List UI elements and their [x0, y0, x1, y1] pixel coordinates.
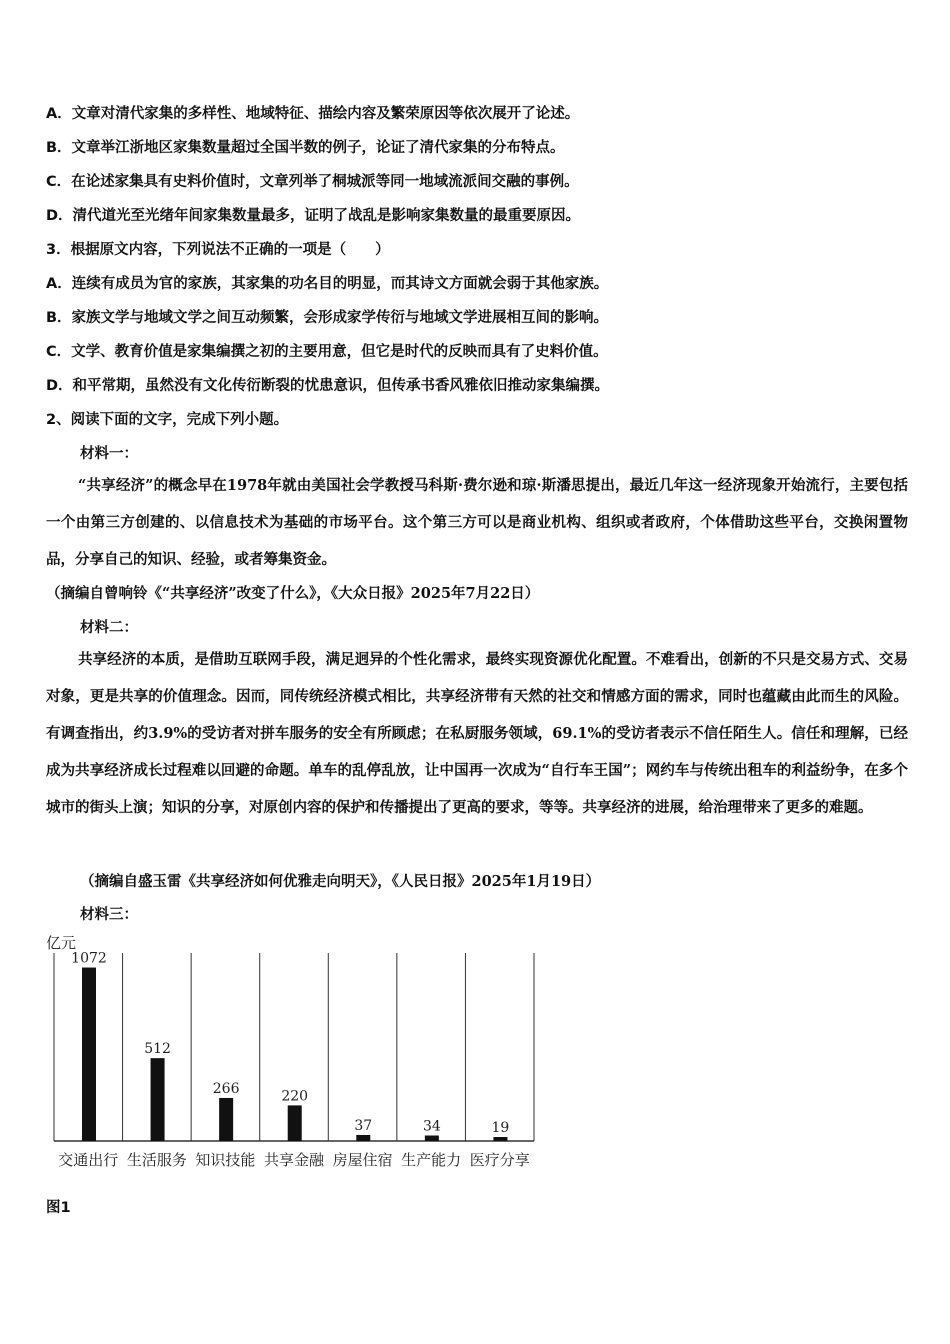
material2-label: 材料二：: [80, 619, 138, 636]
bar-value-label: 266: [212, 1080, 240, 1097]
bar-房屋住宿: [356, 1135, 370, 1141]
material1-source: （摘编自曾响铃《“共享经济”改变了什么》，《大众日报》2025年7月22日）: [46, 585, 540, 602]
bar-value-label: 1072: [71, 950, 107, 967]
category-label: 生产能力: [401, 1151, 462, 1169]
q3-stem: 3．根据原文内容，下列说法不正确的一项是（ ）: [46, 242, 390, 258]
category-label: 医疗分享: [469, 1151, 530, 1169]
q3-option-c: C．文学、教育价值是家集编撰之初的主要用意，但它是时代的反映而具有了史料价值。: [46, 344, 608, 360]
q2-option-a: A．文章对清代家集的多样性、地域特征、描绘内容及繁荣原因等依次展开了论述。: [46, 106, 580, 122]
bar-chart: [44, 928, 544, 1178]
q3-option-b: B．家族文学与地域文学之间互动频繁，会形成家学传衍与地域文学进展相互间的影响。: [46, 310, 609, 326]
q3-option-d: D．和平常期，虽然没有文化传衍断裂的忧患意识，但传承书香风雅依旧推动家集编撰。: [46, 378, 610, 394]
bar-交通出行: [82, 968, 96, 1141]
bar-医疗分享: [493, 1137, 507, 1141]
bar-value-label: 19: [491, 1120, 510, 1136]
bar-value-label: 220: [281, 1088, 309, 1105]
category-label: 房屋住宿: [332, 1151, 393, 1169]
category-label: 知识技能: [195, 1151, 256, 1169]
q3-option-a: A．连续有成员为官的家族，其家集的功名目的明显，而其诗文方面就会弱于其他家族。: [46, 276, 609, 292]
bar-value-label: 34: [422, 1118, 441, 1135]
q2-option-c: C．在论述家集具有史料价值时，文章列举了桐城派等同一地域流派间交融的事例。: [46, 174, 579, 190]
category-label: 生活服务: [126, 1151, 187, 1169]
material2-text: 共享经济的本质，是借助互联网手段，满足迥异的个性化需求，最终实现资源优化配置。不难看出，创新的不只是交易方式、交易对象，更是共享的价值理念。因而，同传统经济模式相比，共享经济带有天然的社交和情感方面的需求，同时也蕴藏由此而生的风险。有调查指出，约3.9%的受访者对拼车服务的安全有所顾虑；在私厨服务领域，69.1%的受访者表示不信任陌生人。信任和理解，已经成为共享经济成长过程难以回避的命题。单车的乱停乱放，让中国再一次成为“自行车王国”；网约车与传统出租车的利益纷争，在多个城市的街头上演；知识的分享，对原创内容的保护和传播提出了更高的要求，等等。共享经济的进展，给治理带来了更多的难题。: [46, 651, 908, 816]
q2-option-b: B．文章举江浙地区家集数量超过全国半数的例子，论证了清代家集的分布特点。: [46, 140, 565, 156]
material2-source: （摘编自盛玉雷《共享经济如何优雅走向明天》，《人民日报》2025年1月19日）: [80, 873, 601, 890]
material3-label: 材料三：: [80, 906, 138, 923]
material1-text: “共享经济”的概念早在1978年就由美国社会学教授马科斯·费尔逊和琼·斯潘思提出，最近几年这一经济现象开始流行，主要包括一个由第三方创建的、以信息技术为基础的市场平台。这个第三方可以是商业机构、组织或者政府，个体借助这些平台，交换闲置物品，分享自己的知识、经验，或者筹集资金。: [46, 477, 908, 568]
section2-stem: 2、阅读下面的文字，完成下列小题。: [46, 412, 289, 428]
figure-caption: 图1: [46, 1200, 71, 1216]
bar-value-label: 512: [144, 1041, 171, 1058]
category-label: 共享金融: [263, 1151, 325, 1169]
bar-value-label: 37: [354, 1118, 373, 1135]
category-label: 交通出行: [58, 1151, 119, 1169]
material1-label: 材料一：: [80, 445, 138, 462]
q2-option-d: D．清代道光至光绪年间家集数量最多，证明了战乱是影响家集数量的最重要原因。: [46, 208, 581, 224]
bar-知识技能: [219, 1098, 233, 1141]
chart-category-labels: [58, 1151, 529, 1169]
bar-生活服务: [151, 1058, 165, 1141]
y-axis-label: 亿元: [46, 934, 77, 952]
bar-生产能力: [425, 1135, 439, 1141]
bar-共享金融: [288, 1105, 302, 1141]
